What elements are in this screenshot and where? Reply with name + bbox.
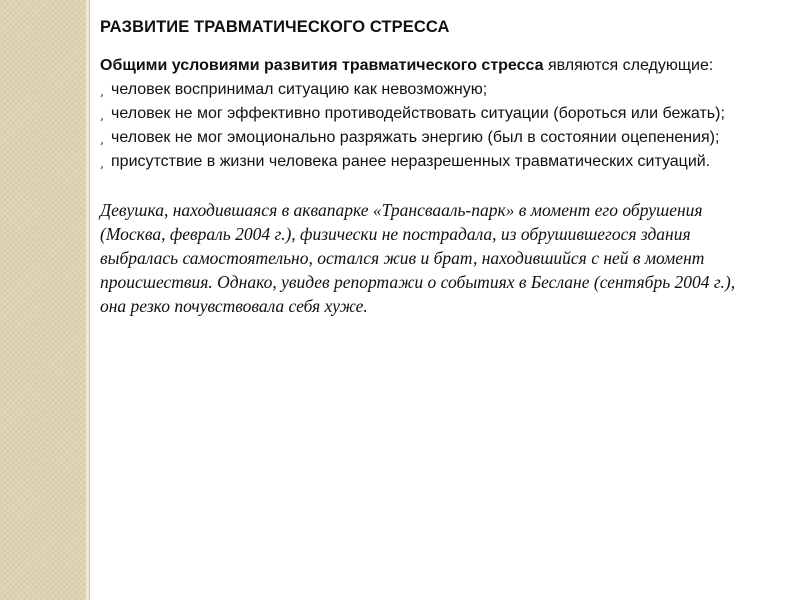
list-item-text: человек воспринимал ситуацию как невозможную;: [111, 81, 488, 98]
case-example-paragraph: Девушка, находившаяся в аквапарке «Трансвааль-парк» в момент его обрушения (Москва, февраль 2004 г.), физически не пострадала, из обрушившегося здания выбралась самостоятельно, остался жив и брат, находившийся с ней в момент происшествия. Однако, увидев репортажи о событиях в Беслане (сентябрь 2004 г.), она резко почувствовала себя хуже.: [100, 200, 736, 316]
bullet-marker: ¸: [100, 107, 104, 121]
list-item-text: человек не мог эффективно противодействовать ситуации (бороться или бежать);: [111, 105, 725, 122]
list-item: [100, 102, 750, 126]
list-item-text: человек не мог эмоционально разряжать энергию (был в состоянии оцепенения);: [111, 129, 720, 146]
bullet-marker: ¸: [100, 131, 104, 145]
side-panel-divider: [89, 0, 90, 600]
bullet-marker: ¸: [100, 155, 104, 169]
intro-paragraph: [100, 54, 750, 78]
slide-content: [100, 12, 750, 336]
decorative-side-panel: [0, 0, 86, 600]
slide-title: РАЗВИТИЕ ТРАВМАТИЧЕСКОГО СТРЕССА: [100, 18, 450, 36]
bullet-marker: ¸: [100, 83, 104, 97]
list-item: [100, 78, 750, 102]
list-item: [100, 150, 750, 174]
intro-bold-text: Общими условиями развития травматического стресса: [100, 57, 544, 74]
list-item-text: присутствие в жизни человека ранее неразрешенных травматических ситуаций.: [111, 153, 711, 170]
intro-rest-text: являются следующие:: [543, 57, 714, 74]
list-item: [100, 126, 750, 150]
